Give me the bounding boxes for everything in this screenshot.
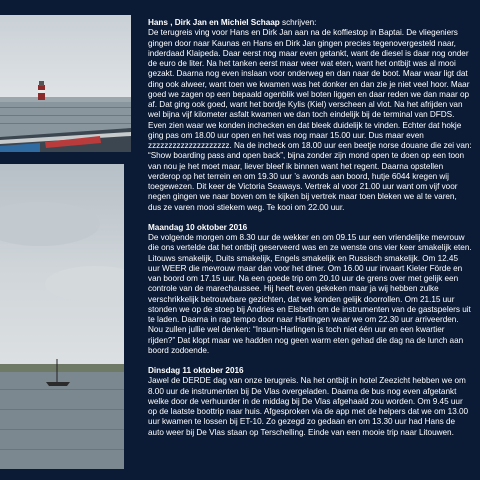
day2-text: Jawel de DERDE dag van onze terugreis. Na het ontbijt in hotel Zeezicht hebben we om 8.00 uur de instrumenten bij De Vlas overgeladen. Daarna de bus nog even afgetankt welke door de verhuurder in de middag bij De Vlas afgehaald zou worden. Om 9.45 uur op de laatste boottrip naar huis. Afgesproken via de app met de helpers dat we om 13.00 uur kwamen te lossen bij ET-10. Zo gezegd zo gedaan en om 13.30 uur had Hans de auto weer bij De Vlas staan op Terschelling. Einde van een mooie trip naar Litouwen. <box>148 376 469 437</box>
day1-heading: Maandag 10 oktober 2016 <box>148 222 248 232</box>
intro-paragraph <box>148 18 472 213</box>
harbour-photo <box>0 15 131 152</box>
sea-photo <box>0 164 124 469</box>
travel-report <box>148 18 472 438</box>
intro-text: De terugreis ving voor Hans en Dirk Jan aan na de koffiestop in Baptai. De vliegeniers gingen door naar Kaunas en Hans en Dirk Jan gingen precies tegenovergesteld naar, inderdaad Klaipeda. Daar eerst nog maar even getankt, want de diesel is daar nog onder de euro de liter. Na het tanken eerst maar weer wat eten, want het ontbijt was al mooi gezakt. Daarna nog even inslaan voor onderweg en dan naar de boot. Maar waar ligt dat ding ook alweer, want toen we kwamen was het donker en dan zie je niet veel hoor. Maar goed we zagen op een bepaald ogenblik wel boten liggen en daar reden we dan maar op af. Dat ging ook goed, want het bordje Kylis (Kiel) verscheen al vlot. Na het afrijden van wel bijna vijf kilometer asfalt kwamen we dan toch eindelijk bij de terminal van DFDS. Even zien waar we konden inchecken en dat bleek duidelijk te vinden. Echter dat hokje ging pas om 18.00 uur open en het was nog maar 15.00 uur. Dus maar even zzzzzzzzzzzzzzzzzzzz. Na de incheck om 18.00 uur een beetje norse douane die zei van: “Show boarding pass and open back”, bijna zonder zijn mond open te doen op een toon van nou je het moet maar, liever bleef ik binnen want het regent. Daarna opstellen verderop op het terrein en om 19.30 uur ’s avonds aan boord, hutje 6044 kregen wij toegewezen. Dit keer de Victoria Seaways. Vertrek al voor 21.00 uur want om vijf voor negen gingen we naar boven om te kijken bij vertrek maar toen bleken we al te varen, dus ze varen mooi stiekem weg. Te kooi om 22.00 uur. <box>148 28 472 212</box>
authors-verb: schrijven: <box>279 18 317 27</box>
day2-heading: Dinsdag 11 oktober 2016 <box>148 366 244 375</box>
authors: Hans , Dirk Jan en Michiel Schaap <box>148 18 280 27</box>
day1-text: De volgende morgen om 8.30 uur de wekker en om 09.15 uur een vriendelijke mevrouw die ons vertelde dat het ontbijt geserveerd was en ze wenste ons vier keer smakelijk eten. Litouws smakelijk, Duits smakelijk, Engels smakelijk en Russisch smakelijk. Om 12.45 uur WEER die mevrouw maar dan voor het diner. Om 16.00 uur invaart Kieler Förde en van boord om 17.15 uur. Na een goede trip om 20.10 uur de grens over met gelijk een controle van de marechaussee. Hij heeft even gekeken maar ja wij hebben zulke verschrikkelijk betrouwbare gezichten, dat we konden gelijk doorrollen. Om 21.15 uur stonden we op de stoep bij Andries en Elsbeth om de instrumenten van de gastspelers uit te laden. Daarna in rap tempo door naar Harlingen waar we om 22.30 uur arriveerden. Nou zullen jullie wel denken: “Insum-Harlingen is toch niet één uur en een kwartier rijden?” Dat klopt maar we hadden nog geen warm eten gehad die dag na de lunch aan boord zodoende. <box>148 233 472 355</box>
